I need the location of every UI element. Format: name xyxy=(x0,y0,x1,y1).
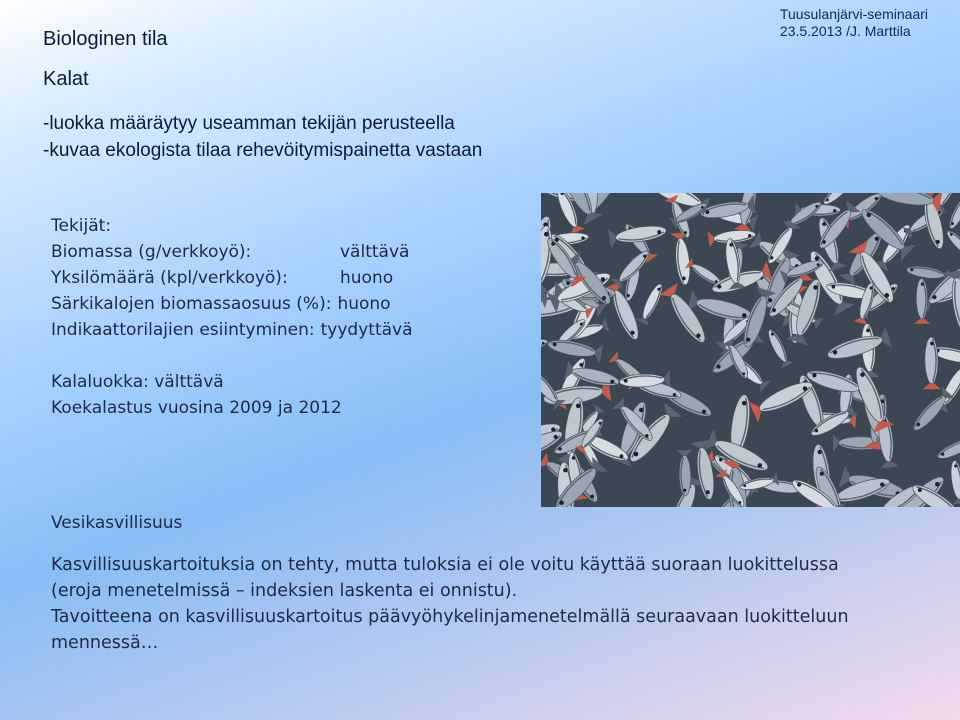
fish-shape xyxy=(825,327,892,366)
factor-row xyxy=(51,265,413,291)
factors-heading: Tekijät: xyxy=(51,216,112,236)
factor-row xyxy=(51,239,413,265)
fish-catch-photo xyxy=(541,193,960,507)
vegetation-line: Kasvillisuuskartoituksia on tehty, mutta tuloksia ei ole voitu käyttää suoraan luokittelussa xyxy=(51,555,839,575)
survey-years: Koekalastus vuosina 2009 ja 2012 xyxy=(51,398,342,418)
factors-block xyxy=(51,213,413,343)
fish-shape xyxy=(914,278,930,323)
fish-shape xyxy=(670,232,694,286)
fish-shape xyxy=(922,337,941,389)
factor-value: huono xyxy=(337,294,391,314)
fish-class-block xyxy=(51,369,342,421)
factor-label: Yksilömäärä (kpl/verkkoyö): xyxy=(51,268,288,288)
section-title: Biologinen tila xyxy=(43,28,168,50)
fish-class-label: Kalaluokka: välttävä xyxy=(51,372,224,392)
factor-label: Biomassa (g/verkkoyö): xyxy=(51,242,252,262)
vegetation-heading: Vesikasvillisuus xyxy=(51,513,183,533)
fish-shape xyxy=(947,460,960,505)
fish-shape xyxy=(908,387,955,436)
bullet-item: -luokka määräytyy useamman tekijän perusteella xyxy=(43,113,455,134)
date-author: 23.5.2013 /J. Marttila xyxy=(779,23,911,39)
fish-shape xyxy=(659,283,712,348)
fish-shape xyxy=(943,227,960,264)
fish-shape xyxy=(541,485,553,507)
fish-shape xyxy=(636,281,668,326)
subsection-title: Kalat xyxy=(43,68,89,90)
factor-value: välttävä xyxy=(340,242,410,262)
vegetation-text xyxy=(51,552,849,656)
header-source xyxy=(780,6,928,40)
vegetation-line: mennessä… xyxy=(51,633,159,653)
vegetation-line: Tavoitteena on kasvillisuuskartoitus päävyöhykelinjamenetelmällä seuraavaan luokitteluun xyxy=(51,607,849,627)
fish-shape xyxy=(541,335,549,358)
factor-row xyxy=(51,317,413,343)
factor-value: tyydyttävä xyxy=(320,320,413,340)
bullet-list xyxy=(43,110,482,164)
factor-value: huono xyxy=(340,268,394,288)
factor-label: Särkikalojen biomassaosuus (%): xyxy=(51,294,332,314)
seminar-name: Tuusulanjärvi-seminaari xyxy=(779,6,928,22)
factor-label: Indikaattorilajien esiintyminen: xyxy=(51,320,315,340)
vegetation-line: (eroja menetelmissä – indeksien laskenta ei onnistu). xyxy=(51,581,518,601)
fish-pile-illustration xyxy=(541,193,960,507)
bullet-item: -kuvaa ekologista tilaa rehevöitymispainetta vastaan xyxy=(43,140,483,161)
fish-shape xyxy=(935,431,960,464)
fish-shape xyxy=(764,327,794,369)
factor-row xyxy=(51,291,413,317)
